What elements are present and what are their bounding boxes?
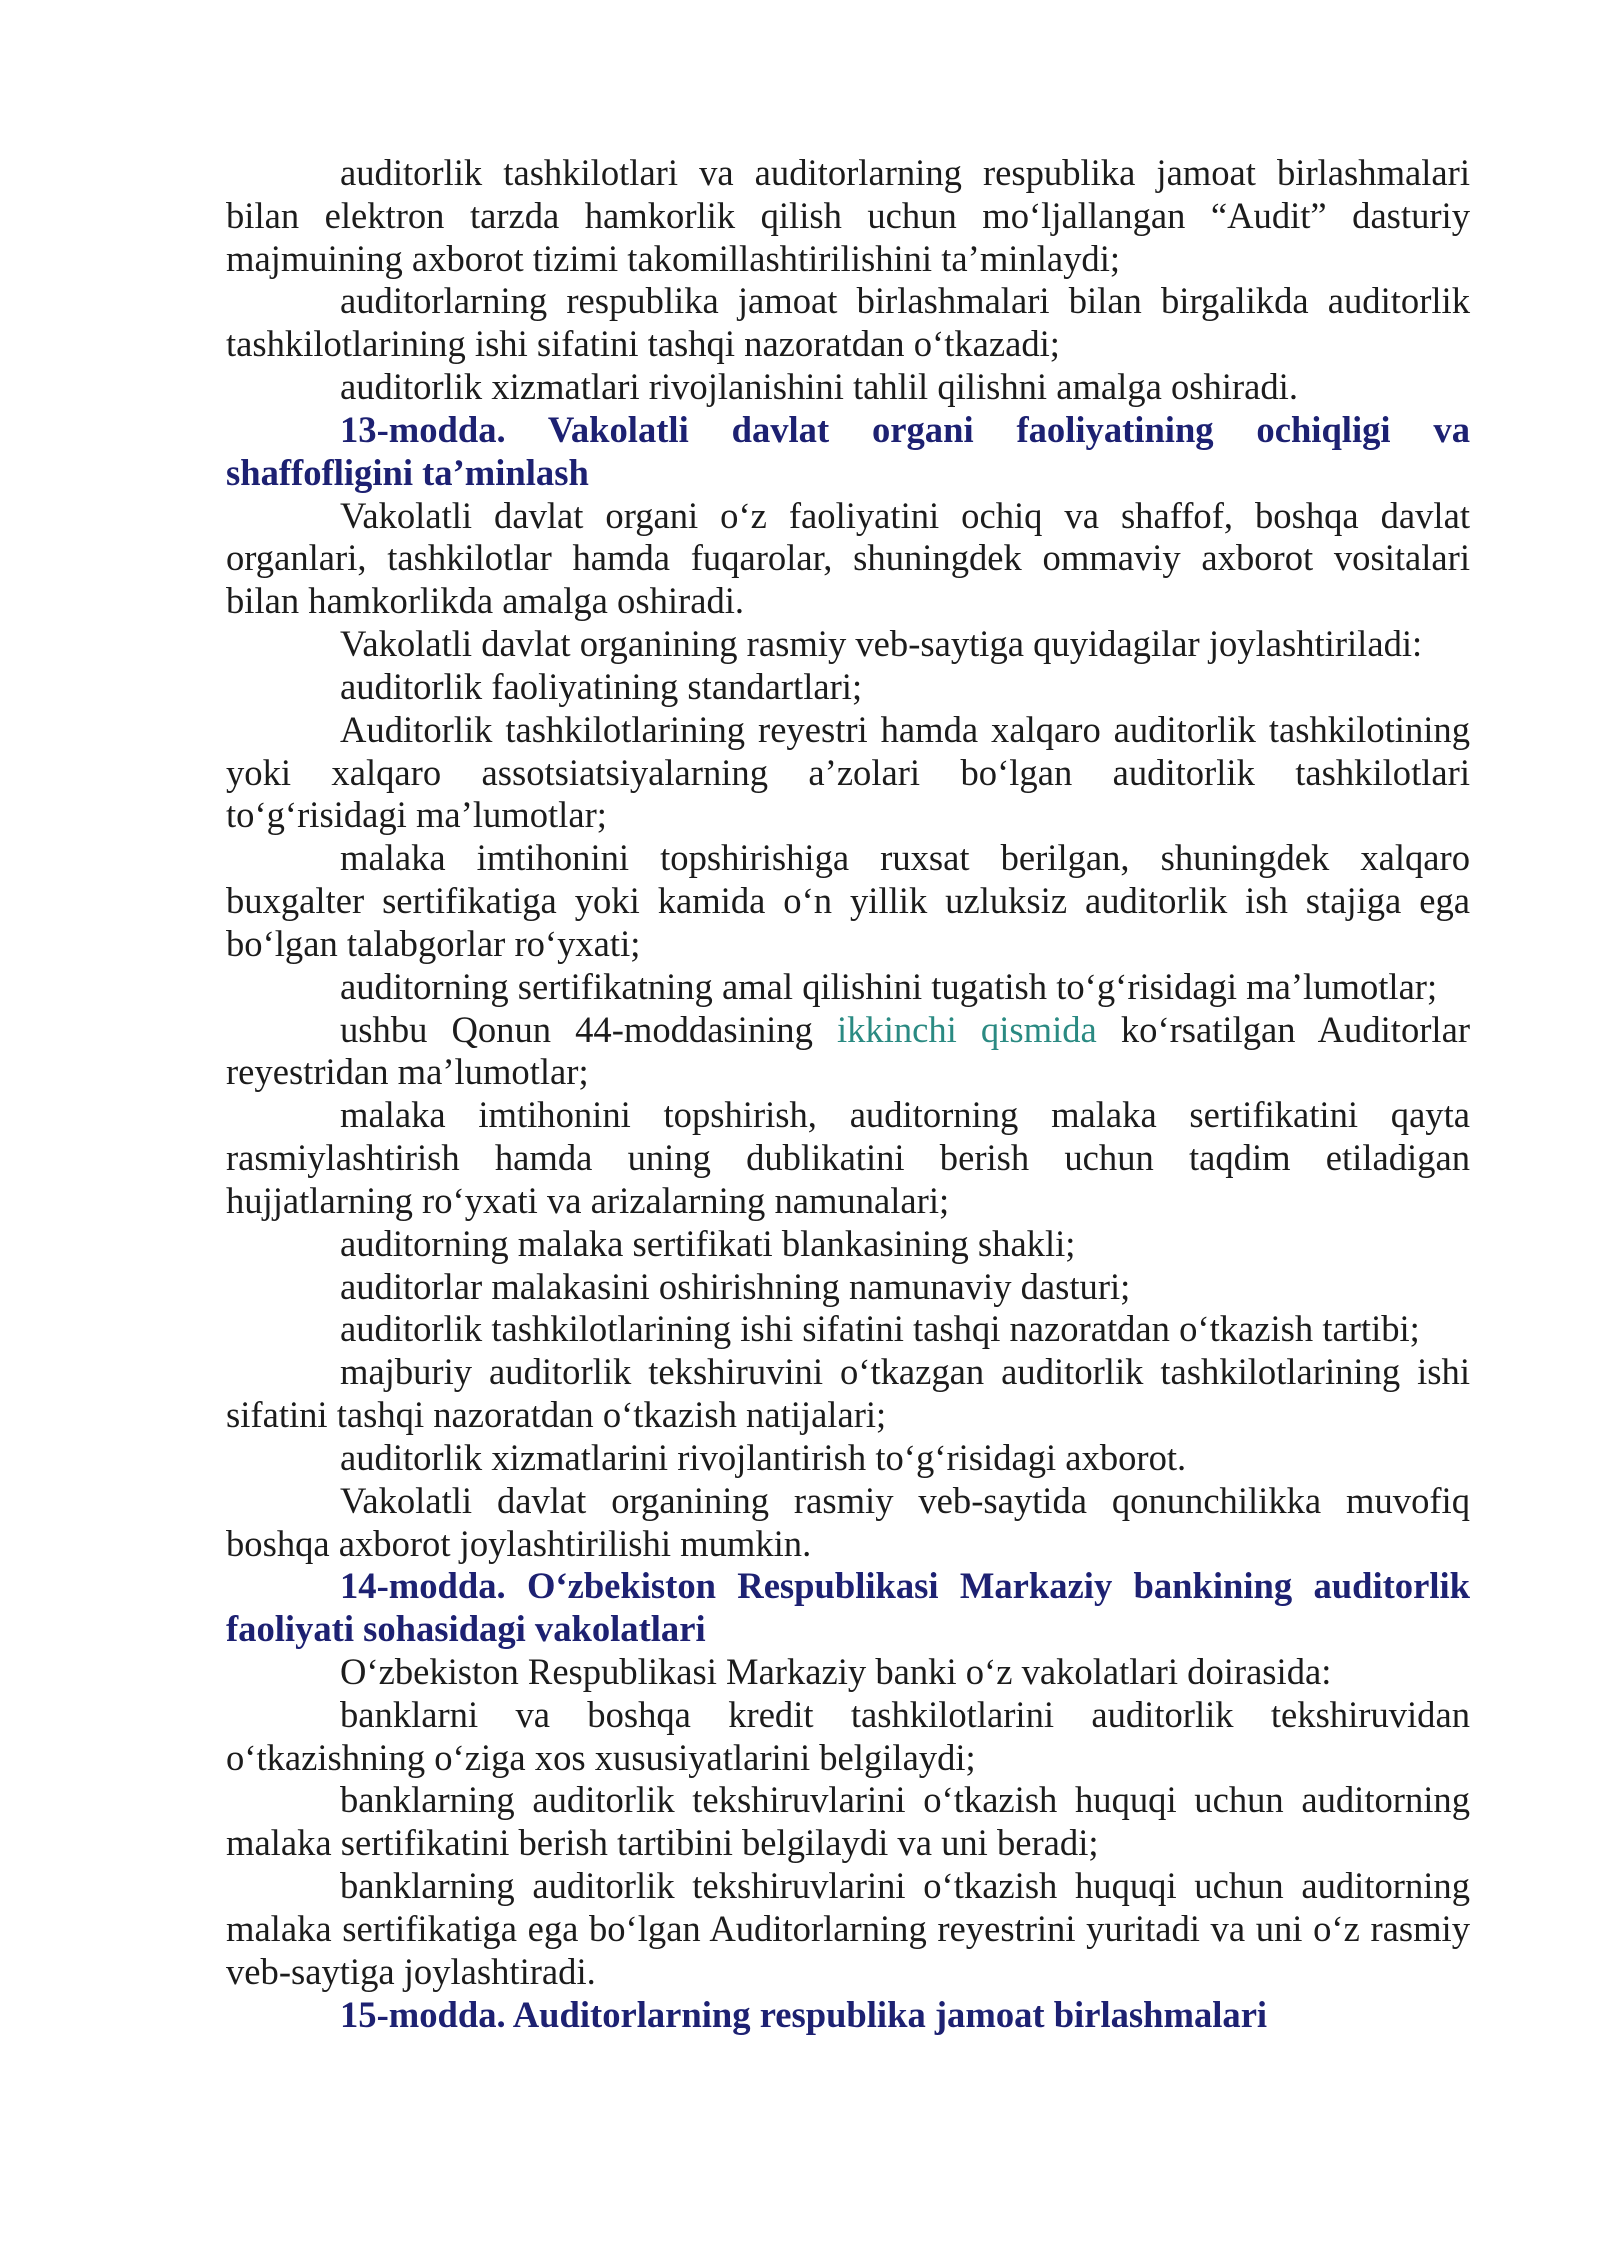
paragraph — [226, 495, 1470, 623]
paragraph — [226, 623, 1470, 666]
text-line: bo‘lgan talabgorlar ro‘yxati; — [226, 922, 641, 964]
list-item — [226, 1351, 1470, 1437]
article-14-heading — [226, 1565, 1470, 1651]
text-line: boshqa axborot joylashtirilishi mumkin. — [226, 1522, 812, 1564]
list-item — [226, 709, 1470, 837]
text-line: auditorlik tashkilotlarining ishi sifatini tashqi nazoratdan o‘tkazish tartibi; — [340, 1308, 1420, 1350]
list-item — [226, 1437, 1470, 1480]
article-15-heading — [226, 1994, 1470, 2037]
paragraph — [226, 152, 1470, 280]
heading-line: shaffofligini ta’minlash — [226, 451, 589, 493]
heading-line: 14-modda. O‘zbekiston Respublikasi Markaziy bankining auditorlik — [340, 1565, 1470, 1607]
heading-line: faoliyati sohasidagi vakolatlari — [226, 1608, 706, 1650]
law-reference-link[interactable]: ikkinchi qismida — [836, 1008, 1097, 1050]
list-item — [226, 1308, 1470, 1351]
document-body — [226, 152, 1470, 2036]
text-line: malaka sertifikatini berish tartibini belgilaydi va uni beradi; — [226, 1822, 1099, 1864]
text-line: Auditorlik tashkilotlarining reyestri hamda xalqaro auditorlik tashkilotining — [340, 708, 1470, 750]
text-line: tashkilotlarining ishi sifatini tashqi nazoratdan o‘tkazadi; — [226, 323, 1060, 365]
article-15 — [226, 1994, 1470, 2037]
text-line: organlari, tashkilotlar hamda fuqarolar, shuningdek ommaviy axborot vositalari — [226, 537, 1470, 579]
text-line: auditorning sertifikatning amal qilishini tugatish to‘g‘risidagi ma’lumotlar; — [340, 965, 1438, 1007]
list-item — [226, 1009, 1470, 1095]
list-item — [226, 966, 1470, 1009]
text-segment: ushbu Qonun 44-moddasining — [340, 1008, 813, 1050]
text-line: banklarning auditorlik tekshiruvlarini o‘tkazish huquqi uchun auditorning — [340, 1865, 1470, 1907]
text-line: Vakolatli davlat organining rasmiy veb-saytiga quyidagilar joylashtiriladi: — [340, 623, 1423, 665]
text-line: bilan elektron tarzda hamkorlik qilish uchun mo‘ljallangan “Audit” dasturiy — [226, 194, 1470, 236]
text-line: yoki xalqaro assotsiatsiyalarning a’zolari bo‘lgan auditorlik tashkilotlari — [226, 751, 1470, 793]
paragraph — [226, 1480, 1470, 1566]
text-line: to‘g‘risidagi ma’lumotlar; — [226, 794, 607, 836]
text-line: majmuining axborot tizimi takomillashtirilishini ta’minlaydi; — [226, 237, 1121, 279]
text-line: O‘zbekiston Respublikasi Markaziy banki o‘z vakolatlari doirasida: — [340, 1650, 1332, 1692]
text-line: sifatini tashqi nazoratdan o‘tkazish natijalari; — [226, 1394, 887, 1436]
text-line: malaka sertifikatiga ega bo‘lgan Auditorlarning reyestrini yuritadi va uni o‘z rasmiy — [226, 1907, 1470, 1949]
list-item — [226, 1094, 1470, 1222]
list-item — [226, 837, 1470, 965]
text-line: auditorning malaka sertifikati blankasining shakli; — [340, 1222, 1076, 1264]
text-line: Vakolatli davlat organining rasmiy veb-saytida qonunchilikka muvofiq — [340, 1479, 1470, 1521]
text-line: bilan hamkorlikda amalga oshiradi. — [226, 580, 745, 622]
text-line: auditorlik xizmatlari rivojlanishini tahlil qilishni amalga oshiradi. — [340, 366, 1298, 408]
text-line: auditorlik tashkilotlari va auditorlarning respublika jamoat birlashmalari — [340, 152, 1470, 193]
list-item — [226, 1223, 1470, 1266]
paragraph — [226, 1651, 1470, 1694]
article-13-heading — [226, 409, 1470, 495]
text-line: malaka imtihonini topshirishiga ruxsat berilgan, shuningdek xalqaro — [340, 837, 1470, 879]
text-line: malaka imtihonini topshirish, auditorning malaka sertifikatini qayta — [340, 1094, 1470, 1136]
list-item — [226, 1266, 1470, 1309]
text-segment: ko‘rsatilgan Auditorlar — [1120, 1008, 1470, 1050]
text-line: rasmiylashtirish hamda uning dublikatini berish uchun taqdim etiladigan — [226, 1137, 1470, 1179]
list-item — [226, 1865, 1470, 1993]
article-14 — [226, 1565, 1470, 1993]
list-item — [226, 1694, 1470, 1780]
text-line: majburiy auditorlik tekshiruvini o‘tkazgan auditorlik tashkilotlarining ishi — [340, 1351, 1470, 1393]
text-line: o‘tkazishning o‘ziga xos xususiyatlarini belgilaydi; — [226, 1736, 976, 1778]
text-line: auditorlik xizmatlarini rivojlantirish to‘g‘risidagi axborot. — [340, 1436, 1187, 1478]
text-line: veb-saytiga joylashtiradi. — [226, 1950, 596, 1992]
text-line: banklarning auditorlik tekshiruvlarini o‘tkazish huquqi uchun auditorning — [340, 1779, 1470, 1821]
paragraph — [226, 280, 1470, 366]
heading-line: 13-modda. Vakolatli davlat organi faoliyatining ochiqligi va — [340, 408, 1470, 450]
text-line: hujjatlarning ro‘yxati va arizalarning namunalari; — [226, 1179, 950, 1221]
text-line: auditorlarning respublika jamoat birlashmalari bilan birgalikda auditorlik — [340, 280, 1470, 322]
list-item — [226, 666, 1470, 709]
article-12-continuation — [226, 152, 1470, 409]
text-line: banklarni va boshqa kredit tashkilotlarini auditorlik tekshiruvidan — [340, 1693, 1470, 1735]
heading-line: 15-modda. Auditorlarning respublika jamoat birlashmalari — [340, 1993, 1268, 2035]
text-line: auditorlik faoliyatining standartlari; — [340, 665, 863, 707]
article-13 — [226, 409, 1470, 1565]
text-line: auditorlar malakasini oshirishning namunaviy dasturi; — [340, 1265, 1131, 1307]
list-item — [226, 1779, 1470, 1865]
text-line: reyestridan ma’lumotlar; — [226, 1051, 589, 1093]
text-line: buxgalter sertifikatiga yoki kamida o‘n yillik uzluksiz auditorlik ish stajiga ega — [226, 880, 1470, 922]
text-line — [226, 1009, 1470, 1052]
paragraph — [226, 366, 1470, 409]
text-line: Vakolatli davlat organi o‘z faoliyatini ochiq va shaffof, boshqa davlat — [340, 494, 1470, 536]
